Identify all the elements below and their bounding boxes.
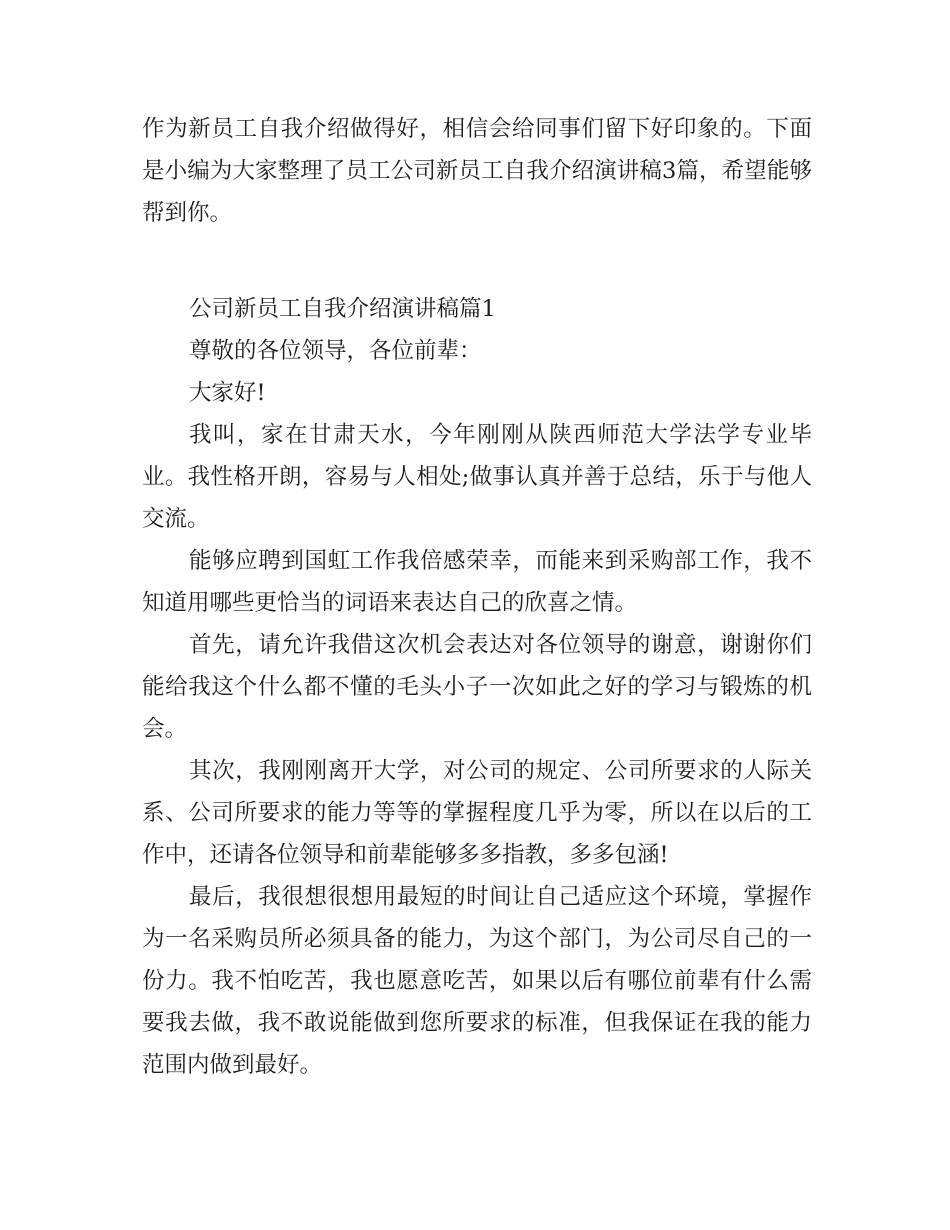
document-page (142, 108, 812, 1086)
body-paragraph-3: 首先，请允许我借这次机会表达对各位领导的谢意，谢谢你们能给我这个什么都不懂的毛头小子一次如此之好的学习与锻炼的机会。 (142, 632, 812, 742)
body-paragraph-2: 能够应聘到国虹工作我倍感荣幸，而能来到采购部工作，我不知道用哪些更恰当的词语来表达自己的欣喜之情。 (142, 548, 812, 616)
intro-paragraph: 作为新员工自我介绍做得好，相信会给同事们留下好印象的。下面是小编为大家整理了员工公司新员工自我介绍演讲稿3篇，希望能够帮到你。 (142, 116, 812, 226)
section-title: 公司新员工自我介绍演讲稿篇1 (189, 296, 496, 322)
greeting: 大家好! (189, 380, 266, 406)
body-paragraph-1: 我叫，家在甘肃天水，今年刚刚从陕西师范大学法学专业毕业。我性格开朗，容易与人相处;做事认真并善于总结，乐于与他人交流。 (142, 422, 812, 532)
body-paragraph-4: 其次，我刚刚离开大学，对公司的规定、公司所要求的人际关系、公司所要求的能力等等的掌握程度几乎为零，所以在以后的工作中，还请各位领导和前辈能够多多指教，多多包涵! (142, 758, 812, 868)
section-spacer (142, 234, 812, 288)
body-paragraph-5: 最后，我很想很想用最短的时间让自己适应这个环境，掌握作为一名采购员所必须具备的能力，为这个部门，为公司尽自己的一份力。我不怕吃苦，我也愿意吃苦，如果以后有哪位前辈有什么需要我去做，我不敢说能做到您所要求的标准，但我保证在我的能力范围内做到最好。 (142, 884, 812, 1078)
salutation: 尊敬的各位领导，各位前辈： (189, 338, 482, 364)
